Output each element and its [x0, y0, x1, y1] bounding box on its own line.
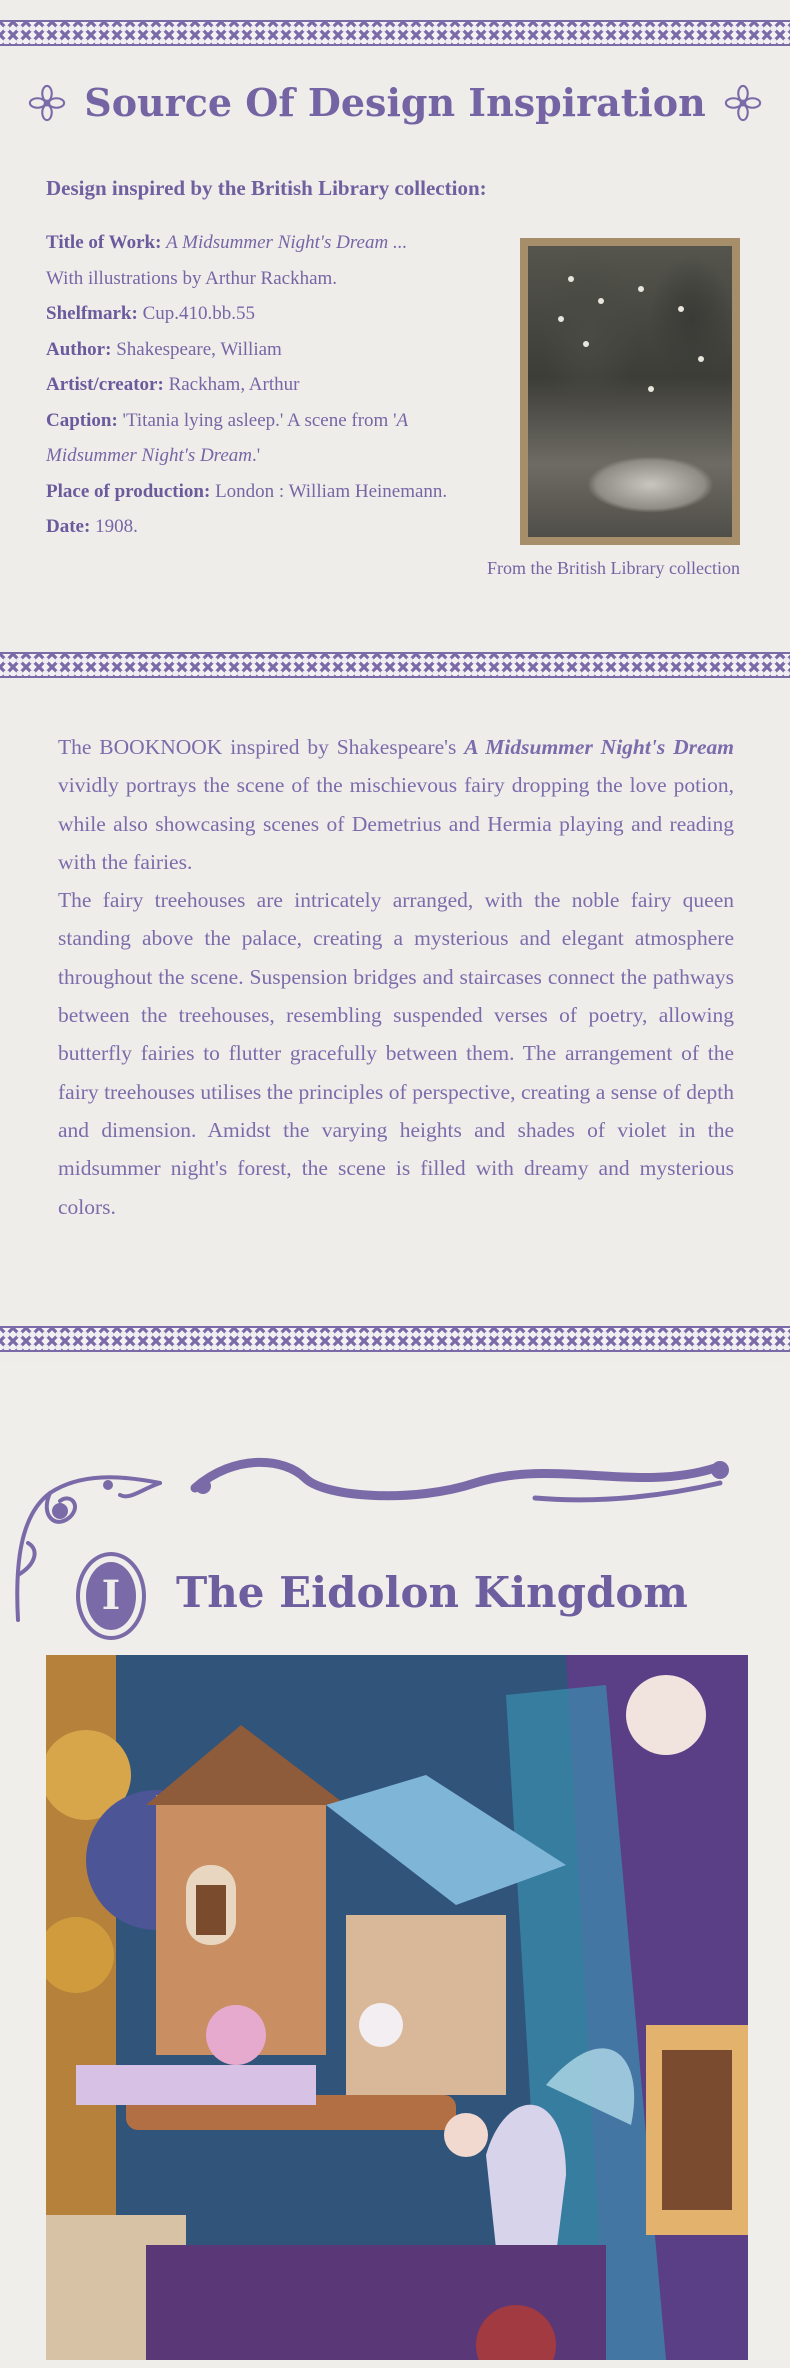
- title-of-work-line: [46, 225, 486, 261]
- author-line: [46, 332, 486, 368]
- section-title: The Eidolon Kingdom: [176, 1568, 688, 1617]
- caption-value-post: .': [252, 445, 261, 466]
- section-header: [0, 80, 790, 125]
- paragraph-1-body: vividly portrays the scene of the mischievous fairy dropping the love potion, while also showcasing scenes of Demetrius and Hermia playing and reading with the fairies.: [58, 773, 734, 874]
- title-of-work-label: Title of Work:: [46, 232, 162, 253]
- caption-label: Caption:: [46, 409, 118, 431]
- illustration-canvas: [528, 246, 732, 537]
- date-label: Date:: [46, 516, 91, 537]
- artist-value: Rackham, Arthur: [168, 374, 300, 395]
- reference-metadata: [46, 225, 486, 545]
- swirl-divider-icon: [175, 1448, 740, 1518]
- section-numeral-badge: [76, 1552, 146, 1640]
- description-paragraph-2: The fairy treehouses are intricately arranged, with the noble fairy queen standing above the palace, creating a mysterious and elegant atmosphere throughout the scene. Suspension bridges and staircases connect the pathways between the treehouses, resembling suspended verses of poetry, allowing butterfly fairies to flutter gracefully between them. The arrangement of the fairy treehouses utilises the principles of perspective, creating a sense of depth and dimension. Amidst the varying heights and shades of violet in the midsummer night's forest, the scene is filled with dreamy and mysterious colors.: [58, 888, 734, 1219]
- caption-line: [46, 403, 486, 474]
- lower-decorative-border: [0, 1326, 790, 1352]
- shelfmark-label: Shelfmark:: [46, 303, 138, 324]
- fairy-treehouse-scene-graphic: [46, 1655, 748, 2360]
- flower-ornament-icon: [724, 84, 762, 122]
- booknook-product-photo: [46, 1655, 748, 2360]
- middle-decorative-border: [0, 652, 790, 678]
- page-title: Source Of Design Inspiration: [84, 80, 706, 125]
- place-label: Place of production:: [46, 480, 211, 502]
- description-text: [58, 728, 734, 1226]
- date-line: [46, 509, 486, 545]
- shelfmark-line: [46, 296, 486, 332]
- paragraph-1-title: A Midsummer Night's Dream: [464, 735, 734, 759]
- title-of-work-value: A Midsummer Night's Dream ...: [166, 232, 408, 253]
- caption-value-title: A Midsummer Night's Dream: [46, 409, 408, 466]
- shelfmark-value: Cup.410.bb.55: [142, 303, 256, 324]
- rackham-illustration-image: [520, 238, 740, 545]
- author-label: Author:: [46, 338, 112, 360]
- intro-text: Design inspired by the British Library collection:: [46, 176, 487, 200]
- top-decorative-border: [0, 20, 790, 46]
- caption-value-pre: 'Titania lying asleep.' A scene from ': [122, 409, 397, 431]
- flower-ornament-icon: [28, 84, 66, 122]
- paragraph-1-lead: The BOOKNOOK inspired by Shakespeare's: [58, 735, 465, 759]
- artist-label: Artist/creator:: [46, 374, 164, 395]
- image-caption: From the British Library collection: [487, 558, 740, 578]
- place-value: London : William Heinemann.: [215, 480, 448, 502]
- author-value: Shakespeare, William: [116, 338, 282, 360]
- date-value: 1908.: [95, 516, 138, 537]
- artist-line: [46, 367, 486, 403]
- section-numeral: I: [86, 1562, 136, 1630]
- place-line: [46, 474, 486, 510]
- description-paragraph-1: [58, 728, 734, 881]
- illustrations-line: With illustrations by Arthur Rackham.: [46, 267, 338, 289]
